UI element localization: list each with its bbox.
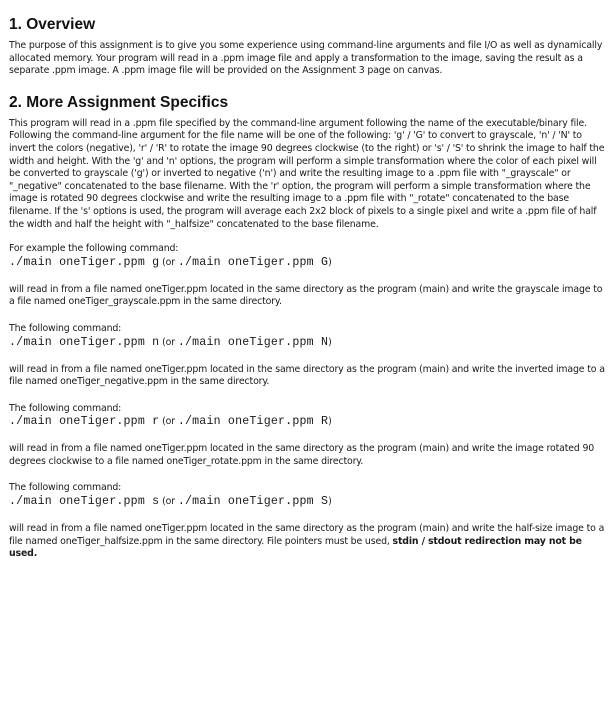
command-alt-open: (or <box>162 416 175 428</box>
example-block <box>9 243 607 309</box>
example-block <box>9 403 607 469</box>
overview-heading: 1. Overview <box>9 16 96 33</box>
command-alt: ./main oneTiger.ppm G <box>177 255 329 269</box>
example-intro: The following command: <box>9 402 122 414</box>
example-block <box>9 323 607 389</box>
example-description: will read in from a file named oneTiger.ppm located in the same directory as the program (main) and write the grayscale image to a file named oneTiger_grayscale.ppm in the same directory. <box>9 283 603 308</box>
example-description: will read in from a file named oneTiger.ppm located in the same directory as the program (main) and write the inverted image to a file named oneTiger_negative.ppm in the same directory. <box>9 363 605 388</box>
command-line <box>9 415 607 429</box>
example-description: will read in from a file named oneTiger.ppm located in the same directory as the program (main) and write the image rotated 90 degrees clockwise to a file named oneTiger_rotate.ppm in the same directory. <box>9 443 595 467</box>
example-intro: The following command: <box>9 322 122 334</box>
example-description-text: will read in from a file named oneTiger.ppm located in the same directory as the program (main) and write the half-size image to a file named oneTiger_halfsize.ppm in the same directory. File pointers must be used, <box>9 523 605 547</box>
document-page <box>9 14 607 561</box>
command: ./main oneTiger.ppm n <box>9 335 160 349</box>
specifics-paragraph: This program will read in a .ppm file specified by the command-line argument following the name of the executable/binary file. Following the command-line argument for the file name will be one of the following: 'g' / 'G' to convert to grayscale, 'n' / 'N' to invert the colors (negative), 'r' / 'R' to rotate the image 90 degrees clockwise (to the right) or 's' / 'S' to shrink the image to half the width and height. With the 'g' and 'n' options, the program will perform a simple transformation where the color of each pixel will be converted to grayscale ('g') or inverted to negative ('n') and write the resulting image to a .ppm file with "_grayscale" or "_negative" concatenated to the base filename. With the 'r' option, the program will perform a simple transformation where the image is rotated 90 degrees clockwise and write the resulting image to a .ppm file with "_rotate" concatenated to the base filename. If the 's' options is used, the program will average each 2x2 block of pixels to a single pixel and write a .ppm file of half the width and half the height with "_halfsize" concatenated to the base filename. <box>9 117 605 230</box>
command-alt-open: (or <box>162 256 175 268</box>
command: ./main oneTiger.ppm r <box>9 415 160 429</box>
example-intro: For example the following command: <box>9 243 179 255</box>
command-line <box>9 256 607 270</box>
command-alt-close: ) <box>328 336 332 348</box>
command: ./main oneTiger.ppm g <box>9 255 160 269</box>
command-alt-close: ) <box>328 496 332 508</box>
overview-paragraph: The purpose of this assignment is to give you some experience using command-line arguments and file I/O as well as dynamically allocated memory. Your program will read in a .ppm image file and apply a transformation to the image, saving the result as a separate .ppm image. A .ppm image file will be provided on the Assignment 3 page on canvas. <box>9 40 603 77</box>
command-alt-open: (or <box>162 336 175 348</box>
command-alt-close: ) <box>328 256 332 268</box>
specifics-heading: 2. More Assignment Specifics <box>9 93 229 111</box>
command-alt: ./main oneTiger.ppm R <box>177 415 329 429</box>
command-line <box>9 495 607 509</box>
example-description <box>9 523 607 561</box>
command-line <box>9 336 607 350</box>
command-alt: ./main oneTiger.ppm S <box>177 495 329 509</box>
command-alt-open: (or <box>162 496 175 508</box>
example-block <box>9 482 607 560</box>
command-alt: ./main oneTiger.ppm N <box>177 335 329 349</box>
example-intro: The following command: <box>9 482 122 494</box>
example-description-bold: stdin / stdout redirection may not be used. <box>9 535 582 560</box>
command-alt-close: ) <box>328 416 332 428</box>
command: ./main oneTiger.ppm s <box>9 495 160 509</box>
